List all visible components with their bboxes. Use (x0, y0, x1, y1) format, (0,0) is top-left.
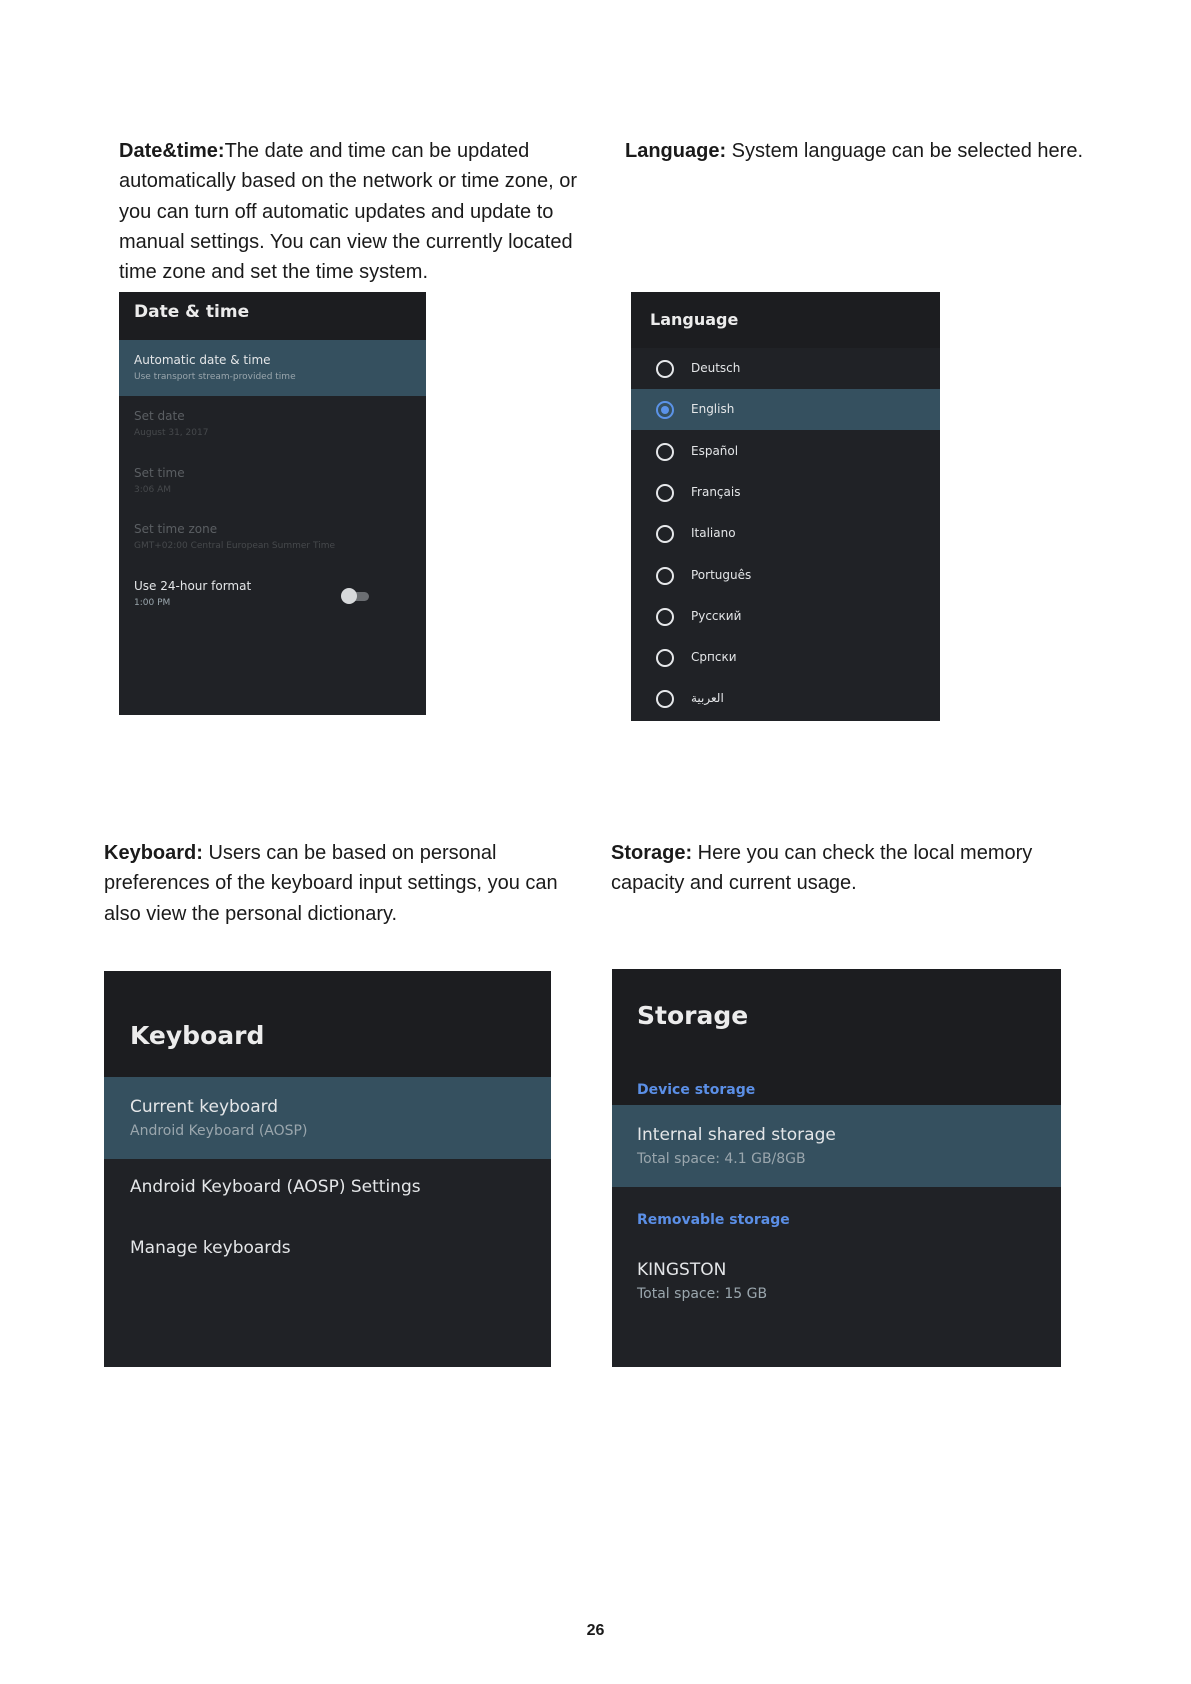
item-label: Manage keyboards (130, 1238, 291, 1258)
item-sub: Total space: 4.1 GB/8GB (637, 1151, 806, 1167)
datetime-term: Date&time: (119, 140, 225, 162)
toggle-knob (341, 588, 357, 604)
page-number: 26 (586, 1622, 605, 1639)
radio-unselected-icon[interactable] (656, 649, 674, 667)
24-hour-toggle[interactable] (341, 588, 371, 604)
storage-title: Storage (637, 1001, 749, 1030)
android-keyboard-settings-item[interactable] (104, 1159, 551, 1219)
internal-shared-storage-item[interactable] (612, 1105, 1061, 1187)
storage-description (611, 838, 1111, 899)
device-storage-label: Device storage (637, 1082, 756, 1098)
keyboard-settings-screen (104, 971, 551, 1367)
item-label: Set time zone (134, 522, 218, 536)
item-label: Current keyboard (130, 1097, 279, 1117)
datetime-description (119, 136, 609, 287)
item-sub: 1:00 PM (134, 598, 171, 608)
radio-unselected-icon[interactable] (656, 690, 674, 708)
datetime-text: The date and time can be updated automatically based on the network or time zone, or you can turn off automatic updates and update to manual settings. You can view the currently located time zone and set the time system. (119, 140, 578, 284)
language-option-label: Русский (691, 608, 742, 623)
item-label: KINGSTON (637, 1260, 727, 1280)
item-sub: Android Keyboard (AOSP) (130, 1123, 308, 1139)
item-label: Set date (134, 409, 185, 423)
item-sub: August 31, 2017 (134, 428, 209, 438)
language-settings-screen (631, 292, 940, 721)
language-title: Language (650, 310, 739, 329)
language-option[interactable] (631, 678, 940, 719)
language-text: System language can be selected here. (726, 140, 1084, 162)
storage-settings-screen (612, 969, 1061, 1367)
language-option[interactable] (631, 348, 940, 389)
radio-unselected-icon[interactable] (656, 443, 674, 461)
item-label: Android Keyboard (AOSP) Settings (130, 1177, 421, 1197)
language-option[interactable] (631, 513, 940, 554)
keyboard-header (104, 971, 551, 1077)
datetime-title: Date & time (134, 302, 250, 322)
language-option[interactable] (631, 637, 940, 678)
storage-term: Storage: (611, 842, 693, 864)
keyboard-term: Keyboard: (104, 842, 203, 864)
language-option[interactable] (631, 555, 940, 596)
item-sub: GMT+02:00 Central European Summer Time (134, 541, 336, 551)
language-option[interactable] (631, 389, 940, 430)
current-keyboard-item[interactable] (104, 1077, 551, 1159)
set-date-item[interactable] (119, 396, 426, 452)
use-24-hour-format-item[interactable] (119, 566, 426, 622)
item-label: Use 24-hour format (134, 579, 252, 593)
keyboard-text: Users can be based on personal preferences of the keyboard input settings, you can also view the personal dictionary. (104, 842, 558, 925)
item-label: Set time (134, 466, 185, 480)
language-description (625, 136, 1095, 166)
keyboard-title: Keyboard (130, 1021, 265, 1050)
language-option-label: Deutsch (691, 361, 741, 375)
language-option-label: Français (691, 484, 741, 499)
set-time-item[interactable] (119, 453, 426, 509)
item-label: Internal shared storage (637, 1125, 836, 1145)
kingston-storage-item[interactable] (612, 1237, 1061, 1317)
language-option-label: Italiano (691, 526, 736, 541)
automatic-date-time-item[interactable] (119, 340, 426, 396)
item-sub: Total space: 15 GB (637, 1286, 768, 1302)
language-option-label: Српски (691, 650, 737, 665)
language-option-label: English (691, 402, 735, 417)
item-sub: Use transport stream-provided time (134, 372, 296, 382)
datetime-header (119, 292, 426, 340)
language-header (631, 292, 940, 348)
language-option-label: العربية (691, 691, 724, 706)
datetime-settings-screen (119, 292, 426, 715)
language-option[interactable] (631, 431, 940, 472)
storage-header (612, 969, 1061, 1105)
set-time-zone-item[interactable] (119, 509, 426, 565)
radio-unselected-icon[interactable] (656, 608, 674, 626)
keyboard-description (104, 838, 599, 929)
radio-unselected-icon[interactable] (656, 525, 674, 543)
storage-text: Here you can check the local memory capacity and current usage. (611, 842, 1033, 895)
manage-keyboards-item[interactable] (104, 1220, 551, 1280)
item-sub: 3:06 AM (134, 485, 171, 495)
radio-unselected-icon[interactable] (656, 567, 674, 585)
language-option[interactable] (631, 472, 940, 513)
language-term: Language: (625, 140, 727, 162)
radio-selected-icon[interactable] (656, 401, 674, 419)
language-option[interactable] (631, 596, 940, 637)
radio-unselected-icon[interactable] (656, 360, 674, 378)
removable-storage-label: Removable storage (637, 1212, 790, 1228)
item-label: Automatic date & time (134, 353, 271, 367)
language-option-label: Español (691, 443, 739, 458)
language-option-label: Português (691, 567, 752, 582)
radio-unselected-icon[interactable] (656, 484, 674, 502)
